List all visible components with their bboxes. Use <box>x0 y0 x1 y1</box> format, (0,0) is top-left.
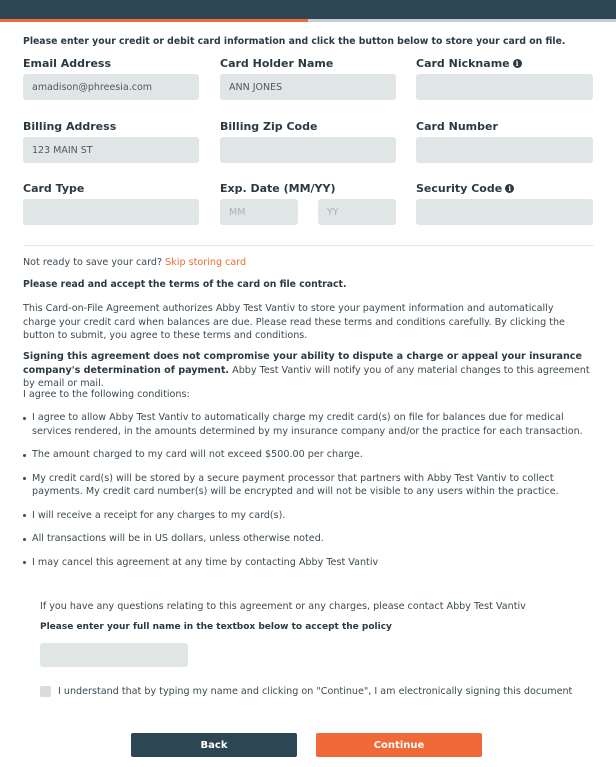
card-type-label: Card Type <box>23 182 85 195</box>
billing-zip-field[interactable] <box>220 137 396 163</box>
conditions-intro: I agree to the following conditions: <box>23 389 190 400</box>
condition-item: My credit card(s) will be stored by a secure payment processor that partners with Abby Test Vantiv to collect payments. My credit card number(s) will be encrypted and will not be visible to any users within the practice. <box>23 472 593 499</box>
card-number-field[interactable] <box>416 137 593 163</box>
exp-date-label: Exp. Date (MM/YY) <box>220 182 336 195</box>
top-header-bar <box>0 0 616 19</box>
signature-label: Please enter your full name in the textbox below to accept the policy <box>40 622 392 632</box>
terms-heading: Please read and accept the terms of the card on file contract. <box>23 279 347 290</box>
divider <box>23 245 594 246</box>
contact-text: If you have any questions relating to this agreement or any charges, please contact Abby Test Vantiv <box>40 601 526 612</box>
billing-address-field[interactable]: 123 MAIN ST <box>23 137 199 163</box>
continue-button[interactable]: Continue <box>316 733 482 757</box>
card-type-field[interactable] <box>23 199 199 225</box>
skip-prompt: Not ready to save your card? <box>23 257 163 268</box>
progress-bar-fill <box>0 19 308 22</box>
intro-text: Please enter your credit or debit card information and click the button below to store your card on file. <box>23 36 566 47</box>
skip-storing-card-link[interactable]: Skip storing card <box>165 257 247 268</box>
card-holder-label: Card Holder Name <box>220 57 334 70</box>
card-holder-field[interactable]: ANN JONES <box>220 74 396 100</box>
condition-item: I will receive a receipt for any charges to my card(s). <box>23 509 593 523</box>
terms-paragraph-1: This Card-on-File Agreement authorizes Abby Test Vantiv to store your payment information and automatically charge your credit card when balances are due. Please read these terms and conditions carefully. By clicking the button to submit, you agree to these terms and conditions. <box>23 303 565 341</box>
skip-row <box>23 256 246 270</box>
esign-checkbox-label[interactable]: I understand that by typing my name and clicking on "Continue", I am electronically signing this document <box>58 686 573 697</box>
progress-bar <box>0 19 616 22</box>
condition-item: All transactions will be in US dollars, unless otherwise noted. <box>23 532 593 546</box>
info-icon[interactable]: i <box>513 59 522 68</box>
billing-zip-label: Billing Zip Code <box>220 120 318 133</box>
condition-item: The amount charged to my card will not exceed $500.00 per charge. <box>23 448 593 462</box>
security-code-label <box>416 182 514 195</box>
full-name-field[interactable] <box>40 643 188 667</box>
security-code-field[interactable] <box>416 199 593 225</box>
conditions-list <box>23 411 593 569</box>
condition-item: I agree to allow Abby Test Vantiv to automatically charge my credit card(s) on file for balances due for medical services rendered, in the amounts determined by my insurance company and/or the practice for each transaction. <box>23 411 593 438</box>
terms-paragraph-2 <box>23 350 593 391</box>
back-button[interactable]: Back <box>131 733 297 757</box>
condition-item: I may cancel this agreement at any time by contacting Abby Test Vantiv <box>23 556 593 570</box>
security-code-label-text: Security Code <box>416 182 503 195</box>
info-icon[interactable]: i <box>505 184 514 193</box>
card-nickname-field[interactable] <box>416 74 593 100</box>
card-nickname-label-text: Card Nickname <box>416 57 510 70</box>
card-nickname-label <box>416 57 522 70</box>
email-field[interactable]: amadison@phreesia.com <box>23 74 199 100</box>
exp-month-field[interactable]: MM <box>220 199 298 225</box>
terms-paragraph-2-rest: Abby Test Vantiv will notify you of any material changes to this agreement by email or mail. <box>23 364 590 389</box>
exp-year-field[interactable]: YY <box>318 199 396 225</box>
esign-checkbox[interactable] <box>40 686 51 697</box>
terms-paragraph-2-bold: Signing this agreement does not compromise your ability to dispute a charge or appeal your insurance company's determination of payment. <box>23 351 582 376</box>
card-number-label: Card Number <box>416 120 498 133</box>
email-label: Email Address <box>23 57 112 70</box>
billing-address-label: Billing Address <box>23 120 117 133</box>
